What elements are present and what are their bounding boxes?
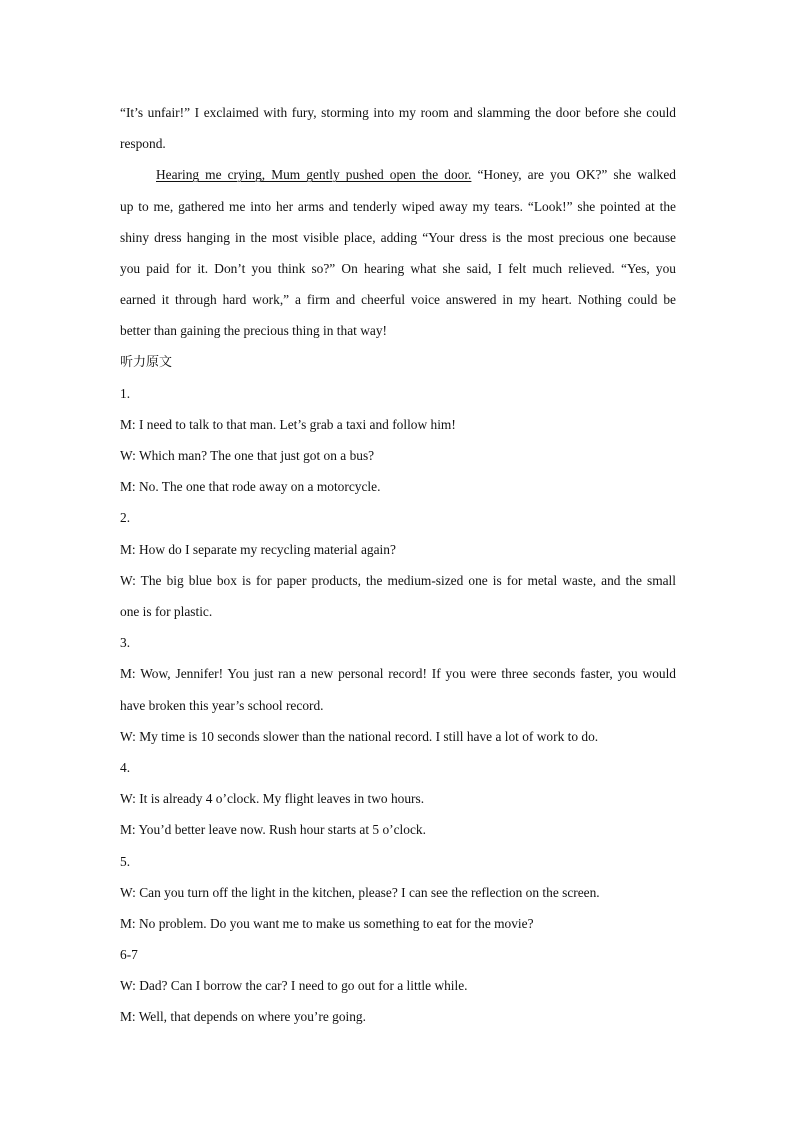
transcript-item <box>120 502 676 627</box>
item-number: 1. <box>120 385 131 401</box>
dialogue-line: M: You’d better leave now. Rush hour starts at 5 o’clock. <box>120 822 426 838</box>
dialogue-line: one is for plastic. <box>120 604 213 619</box>
story-line-rest: “Honey, are you OK?” she walked <box>471 167 676 183</box>
transcript-heading: 听力原文 <box>120 354 173 370</box>
dialogue-line: M: How do I separate my recycling material again? <box>120 541 396 557</box>
story-line: you paid for it. Don’t you think so?” On hearing what she said, I felt much relieved. “Yes, you <box>120 260 676 276</box>
story-line: “It’s unfair!” I exclaimed with fury, storming into my room and slamming the door before she could <box>120 105 676 120</box>
dialogue-line: W: Which man? The one that just got on a bus? <box>120 448 375 464</box>
page-content <box>120 97 676 1033</box>
transcript-item <box>120 627 676 752</box>
dialogue-line: M: No. The one that rode away on a motorcycle. <box>120 479 381 495</box>
story-line: better than gaining the precious thing in that way! <box>120 323 387 339</box>
dialogue-line: W: The big blue box is for paper products, the medium-sized one is for metal waste, and the small <box>120 572 676 588</box>
dialogue-line: W: It is already 4 o’clock. My flight leaves in two hours. <box>120 791 425 807</box>
dialogue-line: M: Wow, Jennifer! You just ran a new personal record! If you were three seconds faster, you would <box>120 666 676 682</box>
story-line: respond. <box>120 136 166 152</box>
underlined-sentence: Hearing me crying, Mum gently pushed open the door. <box>156 167 472 183</box>
item-number: 3. <box>120 635 131 651</box>
item-number: 5. <box>120 853 131 869</box>
dialogue-line: M: No problem. Do you want me to make us something to eat for the movie? <box>120 915 534 931</box>
dialogue-line: M: I need to talk to that man. Let’s grab a taxi and follow him! <box>120 416 456 432</box>
transcript-item <box>120 939 676 1033</box>
dialogue-line: W: Dad? Can I borrow the car? I need to go out for a little while. <box>120 978 468 994</box>
item-number: 6-7 <box>120 947 138 963</box>
dialogue-line: W: Can you turn off the light in the kitchen, please? I can see the reflection on the screen. <box>120 884 600 900</box>
story-line: shiny dress hanging in the most visible place, adding “Your dress is the most precious one because <box>120 229 676 245</box>
transcript-item <box>120 846 676 940</box>
story-line: earned it through hard work,” a firm and cheerful voice answered in my heart. Nothing could be <box>120 292 676 308</box>
dialogue-line: W: My time is 10 seconds slower than the national record. I still have a lot of work to do. <box>120 728 599 744</box>
story-line: up to me, gathered me into her arms and tenderly wiped away my tears. “Look!” she pointed at the <box>120 198 676 214</box>
item-number: 2. <box>120 510 131 526</box>
item-number: 4. <box>120 759 131 775</box>
dialogue-line: M: Well, that depends on where you’re going. <box>120 1009 366 1025</box>
transcript-item <box>120 752 676 846</box>
story-line <box>120 159 676 190</box>
transcript-item <box>120 378 676 503</box>
dialogue-line: have broken this year’s school record. <box>120 697 324 713</box>
